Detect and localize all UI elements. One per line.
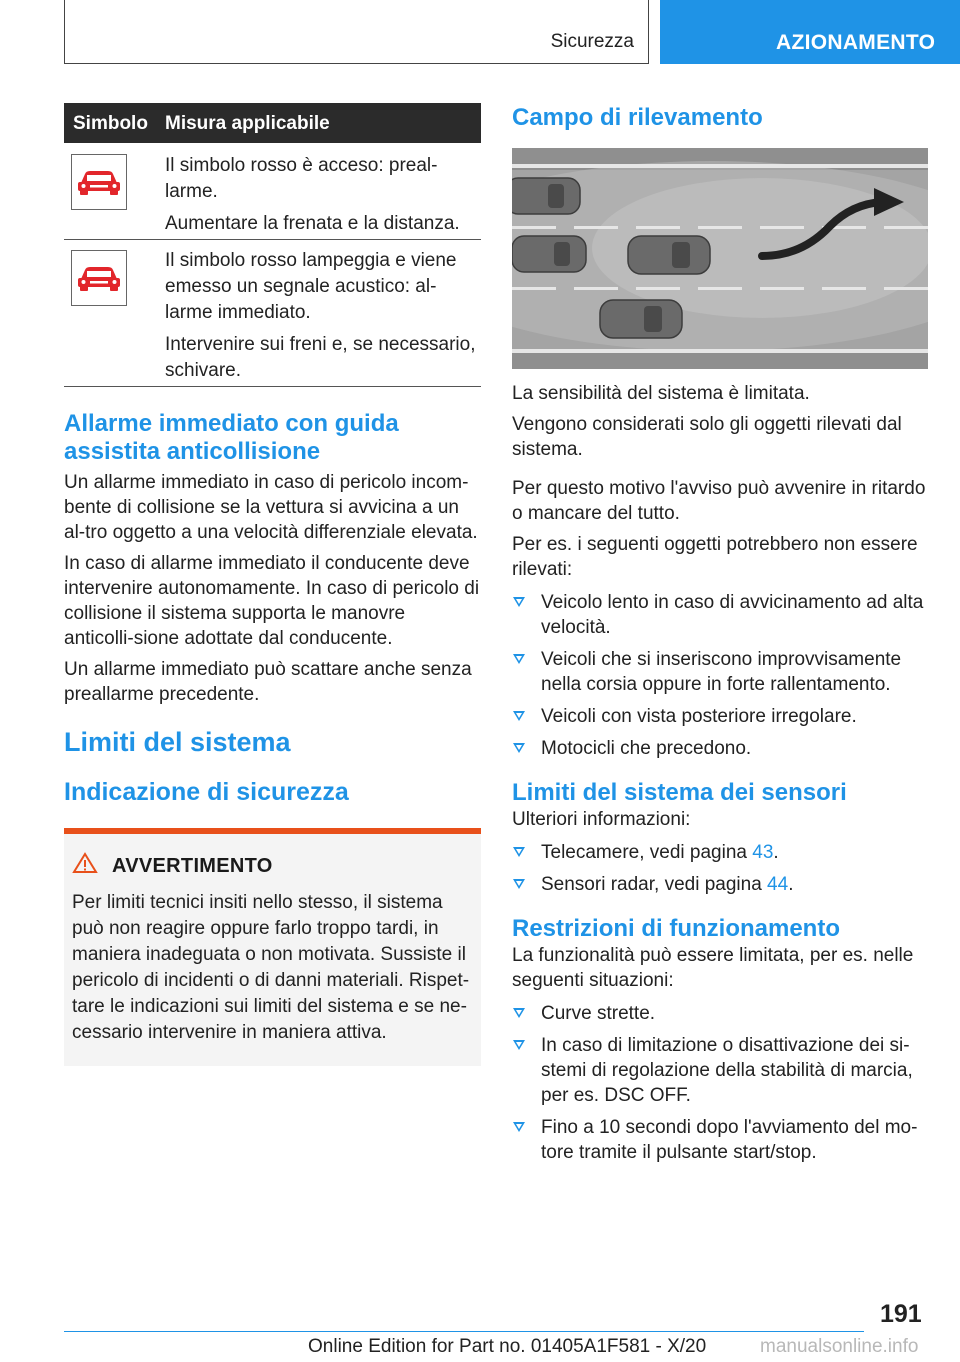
list-item: Veicolo lento in caso di avvicinamento ad alta velocità.: [512, 590, 928, 640]
red-car-flashing-icon: [71, 250, 127, 306]
table-row-text: Aumentare la frenata e la distanza.: [165, 213, 460, 234]
header-section-box: [64, 0, 649, 64]
paragraph: Un allarme immediato in caso di pericolo incom-bente di collisione se la vettura si avvicina a un al-tro oggetto a una velocità differenziale elevata.: [64, 472, 478, 543]
bullet-triangle-icon: [513, 1008, 525, 1018]
bullet-triangle-icon: [513, 711, 525, 721]
header-chapter-label: AZIONAMENTO: [776, 31, 936, 54]
footer-watermark: manualsonline.info: [760, 1336, 919, 1357]
warning-body: Per limiti tecnici insiti nello stesso, il sistema può non reagire oppure farlo troppo tardi, in maniera inadeguata o non motivata. Sussiste il pericolo di incidenti o di danni materiali. Rispet-tare le indicazioni sui limiti del sistema e se ne-cessario intervenire in maniera attiva.: [72, 892, 470, 1043]
detection-range-illustration: [512, 148, 928, 369]
bullet-triangle-icon: [513, 1122, 525, 1132]
bullet-triangle-icon: [513, 743, 525, 753]
list-item: Veicoli che si inseriscono improvvisamente nella corsia oppure in forte rallentamento.: [512, 647, 928, 697]
page-link-cameras[interactable]: 43: [752, 842, 774, 863]
bullet-triangle-icon: [513, 1040, 525, 1050]
right-column: [512, 100, 928, 1172]
heading-immediate-warning: Allarme immediato con guida assistita anticollisione: [64, 410, 399, 465]
footer-divider: [64, 1331, 864, 1332]
bullet-triangle-icon: [513, 654, 525, 664]
heading-sensor-limits: Limiti del sistema dei sensori: [512, 779, 847, 806]
table-header: [64, 103, 481, 143]
symbol-table: [64, 103, 481, 387]
paragraph: Per questo motivo l'avviso può avvenire in ritardo o mancare del tutto.: [512, 478, 926, 524]
list-item: Sensori radar, vedi pagina 44.: [512, 872, 928, 897]
undetected-objects-list: [512, 590, 928, 761]
header-chapter-tab[interactable]: [660, 0, 960, 64]
table-row: [64, 240, 481, 387]
heading-function-restrictions: Restrizioni di funzionamento: [512, 915, 840, 942]
heading-detection-range: Campo di rilevamento: [512, 104, 763, 131]
bullet-triangle-icon: [513, 847, 525, 857]
table-row-text: Intervenire sui freni e, se necessario, schivare.: [165, 334, 476, 381]
paragraph: Ulteriori informazioni:: [512, 809, 691, 830]
list-item: Motocicli che precedono.: [512, 736, 928, 761]
list-item: Veicoli con vista posteriore irregolare.: [512, 704, 928, 729]
page-link-radar[interactable]: 44: [767, 874, 789, 895]
list-item: Fino a 10 secondi dopo l'avviamento del mo-tore tramite il pulsante start/stop.: [512, 1115, 928, 1165]
list-item: Curve strette.: [512, 1001, 928, 1026]
bullet-triangle-icon: [513, 879, 525, 889]
header-section-title: Sicurezza: [550, 31, 634, 52]
paragraph: La funzionalità può essere limitata, per es. nelle seguenti situazioni:: [512, 945, 914, 991]
bullet-triangle-icon: [513, 597, 525, 607]
warning-triangle-icon: [72, 852, 98, 880]
red-car-icon: [71, 154, 127, 210]
restrictions-list: [512, 1001, 928, 1165]
sensor-links-list: [512, 840, 928, 897]
list-item: In caso di limitazione o disattivazione dei si-stemi di regolazione della stabilità di marcia, per es. DSC OFF.: [512, 1033, 928, 1108]
heading-safety-note: Indicazione di sicurezza: [64, 778, 349, 806]
list-item: Telecamere, vedi pagina 43.: [512, 840, 928, 865]
table-header-measure: Misura applicabile: [165, 113, 330, 134]
page-number: 191: [880, 1300, 922, 1328]
paragraph: Un allarme immediato può scattare anche senza preallarme precedente.: [64, 659, 472, 705]
heading-system-limits: Limiti del sistema: [64, 727, 291, 757]
table-row: [64, 143, 481, 240]
table-row-text: Il simbolo rosso lampeggia e viene emesso un segnale acustico: al-larme immediato.: [165, 250, 457, 323]
table-row-text: Il simbolo rosso è acceso: preal-larme.: [165, 155, 438, 202]
table-header-symbol: Simbolo: [73, 113, 148, 134]
paragraph: Vengono considerati solo gli oggetti rilevati dal sistema.: [512, 414, 902, 460]
paragraph: Per es. i seguenti oggetti potrebbero non essere rilevati:: [512, 534, 918, 580]
footer-edition: Online Edition for Part no. 01405A1F581 - X/20: [308, 1336, 707, 1357]
paragraph: In caso di allarme immediato il conducente deve intervenire autonomamente. In caso di pericolo di collisione il sistema supporta le manovre anticolli-sione adottate dal conducente.: [64, 553, 480, 649]
warning-box: [64, 828, 481, 1066]
warning-title: [112, 852, 473, 880]
left-column: [64, 410, 480, 1066]
paragraph: La sensibilità del sistema è limitata.: [512, 383, 810, 404]
warning-title-text: AVVERTIMENTO: [112, 854, 273, 877]
